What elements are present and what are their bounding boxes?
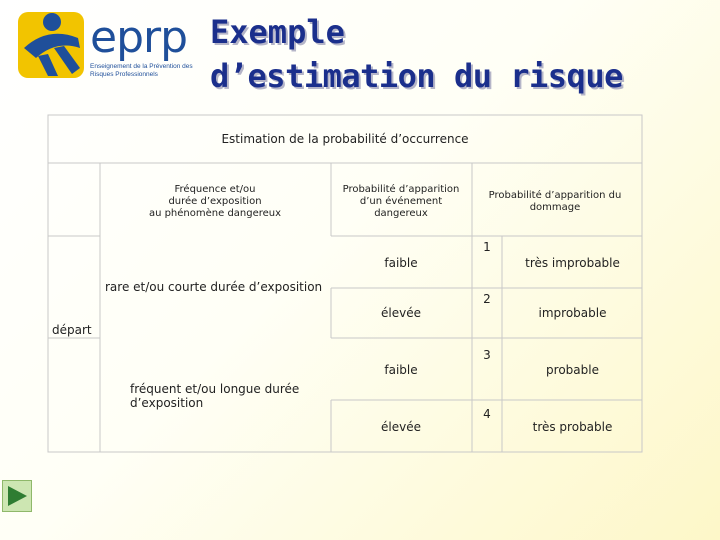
- col-header-exposure-line-1: Fréquence et/ou: [174, 184, 256, 195]
- col-header-event-line-2: d’un événement: [359, 196, 443, 207]
- col-header-exposure-line-2: durée d’exposition: [168, 196, 262, 207]
- logo-wordmark: eprp: [90, 12, 188, 63]
- exposure-row-frequent-line-2: d’exposition: [130, 396, 204, 410]
- level-number-3: 3: [483, 348, 491, 362]
- level-number-1: 1: [483, 240, 491, 254]
- damage-level-4: très probable: [532, 420, 613, 434]
- diagram-heading: Estimation de la probabilité d’occurrence: [221, 132, 469, 146]
- start-label: départ: [52, 323, 92, 337]
- col-header-exposure-line-3: au phénomène dangereux: [148, 208, 282, 219]
- col-header-damage: [480, 190, 630, 214]
- event-level-2: élevée: [381, 306, 421, 320]
- title-line-2: d’estimation du risque: [210, 57, 623, 95]
- exposure-row-rare: [105, 280, 330, 294]
- col-header-exposure: [110, 184, 320, 220]
- play-icon: [3, 481, 31, 511]
- level-number-4: 4: [483, 407, 491, 421]
- col-header-event-line-3: dangereux: [374, 208, 428, 219]
- col-header-event: [334, 184, 468, 220]
- event-level-1: faible: [384, 256, 418, 270]
- exposure-row-rare-line-1: rare et/ou courte durée d’exposition: [105, 280, 323, 294]
- next-slide-button[interactable]: [2, 480, 32, 512]
- damage-level-3: probable: [546, 363, 599, 377]
- level-number-2: 2: [483, 292, 491, 306]
- damage-level-2: improbable: [538, 306, 607, 320]
- exposure-row-frequent-line-1: fréquent et/ou longue durée: [130, 382, 300, 396]
- damage-level-1: très improbable: [525, 256, 620, 270]
- col-header-event-line-1: Probabilité d’apparition: [342, 184, 460, 195]
- event-level-4: élevée: [381, 420, 421, 434]
- col-header-damage-line-1: Probabilité d’apparition du: [488, 190, 622, 201]
- logo-tagline: Enseignement de la Prévention des Risques Professionnels: [90, 63, 193, 78]
- col-header-damage-line-2: dommage: [529, 202, 581, 213]
- title-line-1: Exemple: [210, 13, 345, 51]
- event-level-3: faible: [384, 363, 418, 377]
- exposure-row-frequent: [130, 382, 330, 410]
